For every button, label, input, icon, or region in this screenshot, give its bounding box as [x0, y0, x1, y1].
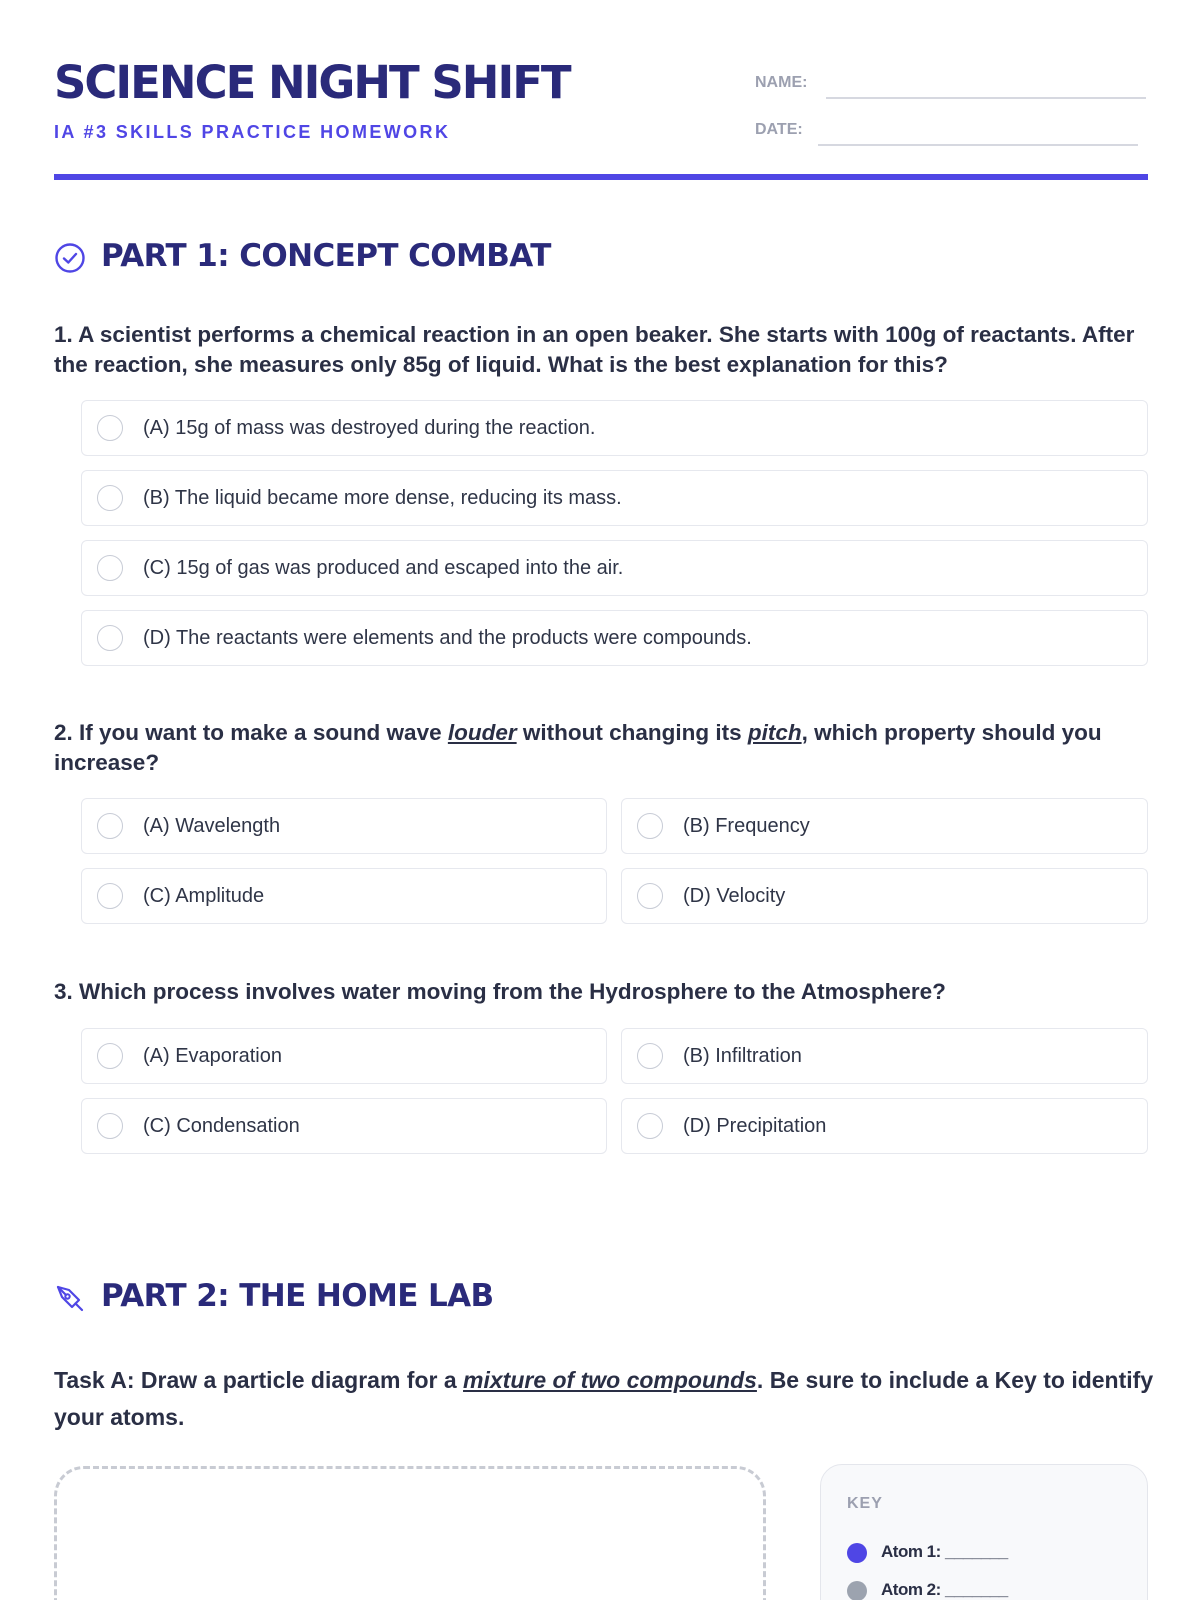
question-1: 1. A scientist performs a chemical reaction in an open beaker. She starts with 100g of reactants. After the reaction, she measures only 85g of liquid. What is the best explanation for this? — [54, 322, 1135, 377]
q1-option-c[interactable] — [81, 540, 1148, 596]
q1-option-a[interactable] — [81, 400, 1148, 456]
radio-button[interactable] — [97, 1113, 123, 1139]
option-label: (D) The reactants were elements and the products were compounds. — [143, 627, 752, 649]
q2-option-a[interactable] — [81, 798, 607, 854]
atom-1-dot — [847, 1543, 867, 1563]
question-2 — [54, 718, 1154, 778]
part2-title: PART 2: THE HOME LAB — [101, 1278, 494, 1314]
drawing-area[interactable] — [54, 1466, 766, 1600]
question-2-emphasis-louder: louder — [447, 720, 517, 745]
question-2-text: , which property should you increase? — [54, 720, 1102, 775]
task-a-text: . Be sure to include a Key to identify your atoms. — [54, 1367, 1154, 1430]
q3-option-d[interactable] — [621, 1098, 1148, 1154]
radio-button[interactable] — [97, 555, 123, 581]
name-field[interactable] — [826, 97, 1146, 99]
atom-1-label[interactable]: Atom 1: _______ — [881, 1542, 1008, 1561]
option-label: (D) Velocity — [683, 885, 786, 907]
q2-option-b[interactable] — [621, 798, 1148, 854]
option-label: (C) 15g of gas was produced and escaped into the air. — [143, 557, 624, 579]
q2-option-d[interactable] — [621, 868, 1148, 924]
option-label: (D) Precipitation — [683, 1115, 827, 1137]
q1-option-d[interactable] — [81, 610, 1148, 666]
key-title: KEY — [847, 1495, 883, 1512]
option-label: (A) 15g of mass was destroyed during the reaction. — [143, 417, 596, 439]
check-circle-icon — [54, 242, 86, 274]
date-field[interactable] — [818, 144, 1138, 146]
worksheet-subtitle: IA #3 SKILLS PRACTICE HOMEWORK — [54, 122, 451, 142]
header-divider — [54, 174, 1148, 180]
q2-option-c[interactable] — [81, 868, 607, 924]
pen-tool-icon — [54, 1282, 86, 1314]
task-a-text: Task A: Draw a particle diagram for a — [54, 1367, 464, 1393]
option-label: (A) Evaporation — [143, 1045, 282, 1067]
radio-button[interactable] — [97, 1043, 123, 1069]
question-3: 3. Which process involves water moving from the Hydrosphere to the Atmosphere? — [54, 979, 946, 1004]
task-a-prompt — [54, 1362, 1164, 1436]
q1-option-b[interactable] — [81, 470, 1148, 526]
radio-button[interactable] — [637, 1043, 663, 1069]
option-label: (C) Amplitude — [143, 885, 265, 907]
option-label: (B) Infiltration — [683, 1045, 802, 1067]
part1-title: PART 1: CONCEPT COMBAT — [101, 238, 551, 274]
name-label: NAME: — [755, 74, 808, 91]
radio-button[interactable] — [637, 813, 663, 839]
worksheet-title: SCIENCE NIGHT SHIFT — [54, 56, 570, 109]
radio-button[interactable] — [97, 813, 123, 839]
key-panel — [820, 1464, 1148, 1600]
worksheet-header — [54, 56, 1148, 182]
q3-option-b[interactable] — [621, 1028, 1148, 1084]
option-label: (B) The liquid became more dense, reducing its mass. — [143, 487, 622, 509]
option-label: (B) Frequency — [683, 815, 810, 837]
question-2-text: 2. If you want to make a sound wave — [54, 720, 448, 745]
q3-option-a[interactable] — [81, 1028, 607, 1084]
option-label: (C) Condensation — [143, 1115, 300, 1137]
radio-button[interactable] — [97, 485, 123, 511]
atom-2-label[interactable]: Atom 2: _______ — [881, 1580, 1008, 1599]
task-a-emphasis: mixture of two compounds — [463, 1367, 757, 1393]
atom-2-dot — [847, 1581, 867, 1600]
radio-button[interactable] — [97, 625, 123, 651]
radio-button[interactable] — [97, 883, 123, 909]
option-label: (A) Wavelength — [143, 815, 281, 837]
question-2-text: without changing its — [516, 720, 748, 745]
q3-option-c[interactable] — [81, 1098, 607, 1154]
question-2-emphasis-pitch: pitch — [747, 720, 802, 745]
radio-button[interactable] — [97, 415, 123, 441]
date-label: DATE: — [755, 121, 803, 138]
radio-button[interactable] — [637, 1113, 663, 1139]
radio-button[interactable] — [637, 883, 663, 909]
